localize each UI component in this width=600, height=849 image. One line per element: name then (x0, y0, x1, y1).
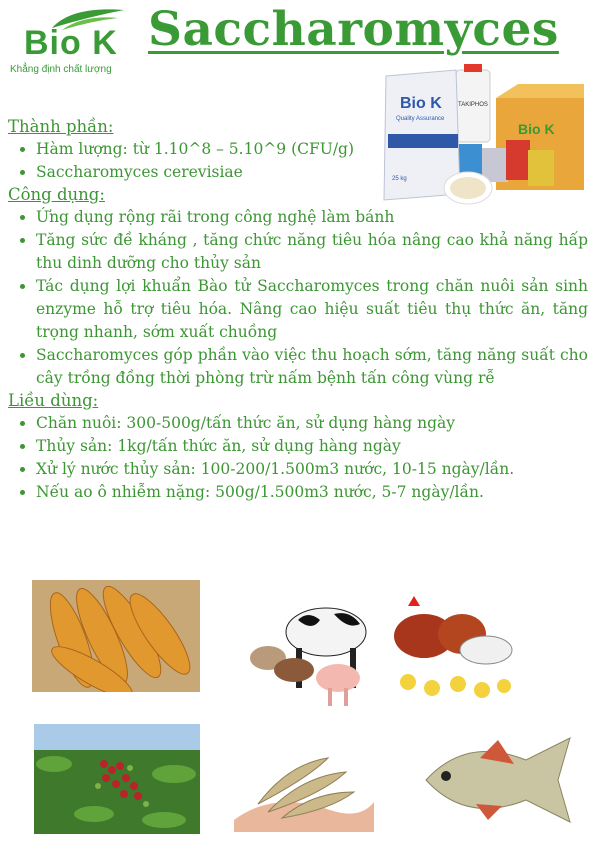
section-title-thanh-phan: Thành phần: (8, 117, 114, 136)
list-item: • Thủy sản: 1kg/tấn thức ăn, sử dụng hàng ngày (36, 435, 588, 458)
coffee-plant-photo (34, 724, 200, 834)
page-title: Saccharomyces (148, 2, 559, 57)
list-thanh-phan (8, 138, 588, 184)
list-item: • Hàm lượng: từ 1.10^8 – 5.10^9 (CFU/g) (36, 138, 588, 161)
bag-subtitle-text: Quality Assurance (396, 116, 445, 122)
section-title-cong-dung: Công dụng: (8, 185, 105, 204)
list-cong-dung (8, 206, 588, 390)
list-item: • Saccharomyces cerevisiae (36, 161, 588, 184)
list-item: • Nếu ao ô nhiễm nặng: 500g/1.500m3 nước, 5-7 ngày/lần. (36, 481, 588, 504)
biok-logo (8, 4, 136, 74)
list-item: • Tăng sức đề kháng , tăng chức năng tiêu hóa nâng cao khả năng hấp thu dinh dưỡng cho thủy sản (36, 229, 588, 275)
list-item: • Chăn nuôi: 300-500g/tấn thức ăn, sử dụng hàng ngày (36, 412, 588, 435)
bottle-label-text: TAKIPHOS (458, 102, 488, 108)
bag-brand-text: Bio K (400, 95, 442, 112)
content-body (8, 116, 588, 504)
list-item: • Xử lý nước thủy sản: 100-200/1.500m3 nước, 10-15 ngày/lần. (36, 458, 588, 481)
list-item: • Tác dụng lợi khuẩn Bào tử Saccharomyces trong chăn nuôi sản sinh enzyme hỗ trợ tiêu hóa. Nâng cao hiệu suất tiêu thụ thức ăn, tăng trọng nhanh, sớm xuất chuồng (36, 275, 588, 344)
shrimp-photo (228, 740, 380, 836)
livestock-photo (238, 584, 384, 714)
list-lieu-dung (8, 412, 588, 504)
bag-weight-text: 25 kg (392, 176, 407, 182)
box-brand-text: Bio K (518, 121, 555, 137)
poultry-photo (388, 590, 520, 708)
list-item: • Saccharomyces góp phần vào việc thu hoạch sớm, tăng năng suất cho cây trồng đồng thời phòng trừ nấm bệnh tấn công vùng rễ (36, 344, 588, 390)
logo-brand: Bio K (24, 24, 118, 62)
logo-tagline: Khẳng định chất lượng (10, 64, 112, 75)
list-item: • Ứng dụng rộng rãi trong công nghệ làm bánh (36, 206, 588, 229)
bread-photo (32, 580, 200, 692)
fish-photo (416, 728, 578, 832)
section-title-lieu-dung: Liều dùng: (8, 391, 99, 410)
